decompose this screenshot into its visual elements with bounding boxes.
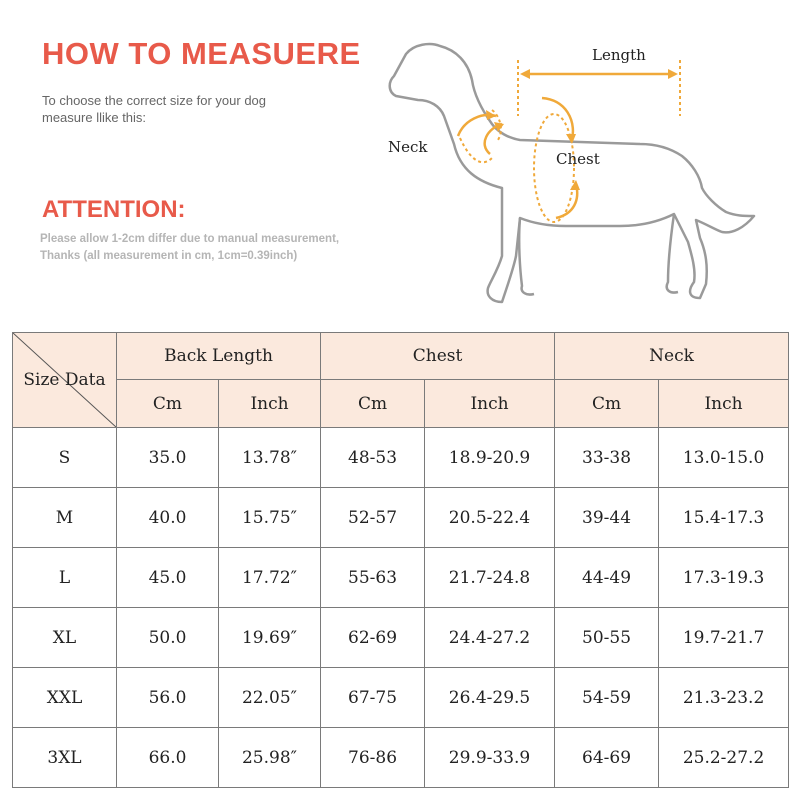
neck-inch-cell: 19.7-21.7	[659, 608, 789, 668]
neck-cm-cell: 54-59	[555, 668, 659, 728]
back-length-inch-cell: 19.69″	[219, 608, 321, 668]
size-cell: XL	[13, 608, 117, 668]
back-length-cm-cell: 40.0	[117, 488, 219, 548]
neck-inch-cell: 15.4-17.3	[659, 488, 789, 548]
dog-outline	[390, 44, 754, 302]
neck-cm-cell: 50-55	[555, 608, 659, 668]
neck-cm-cell: 39-44	[555, 488, 659, 548]
group-header-chest: Chest	[321, 333, 555, 380]
size-cell: M	[13, 488, 117, 548]
group-header-back-length: Back Length	[117, 333, 321, 380]
chest-inch-cell: 20.5-22.4	[425, 488, 555, 548]
back-length-inch-cell: 25.98″	[219, 728, 321, 788]
size-data-corner	[13, 333, 117, 428]
attention-note	[40, 231, 420, 265]
attention-note-line-1: Please allow 1-2cm differ due to manual measurement,	[40, 233, 340, 245]
neck-cm-cell: 33-38	[555, 428, 659, 488]
size-cell: XXL	[13, 668, 117, 728]
attention-note-line-2: Thanks (all measurement in cm, 1cm=0.39inch)	[40, 250, 298, 262]
group-header-neck: Neck	[555, 333, 789, 380]
back-length-cm-cell: 66.0	[117, 728, 219, 788]
unit-header: Inch	[425, 380, 555, 428]
table-row	[13, 488, 789, 548]
size-chart-table	[12, 332, 789, 788]
table-row	[13, 428, 789, 488]
chest-inch-cell: 24.4-27.2	[425, 608, 555, 668]
chest-inch-cell: 18.9-20.9	[425, 428, 555, 488]
subtitle	[42, 92, 342, 126]
subtitle-line-1: To choose the correct size for your dog	[42, 93, 267, 108]
table-row	[13, 668, 789, 728]
chest-cm-cell: 55-63	[321, 548, 425, 608]
back-length-inch-cell: 15.75″	[219, 488, 321, 548]
neck-inch-cell: 17.3-19.3	[659, 548, 789, 608]
chest-cm-cell: 48-53	[321, 428, 425, 488]
table-row	[13, 548, 789, 608]
chest-inch-cell: 21.7-24.8	[425, 548, 555, 608]
chest-inch-cell: 29.9-33.9	[425, 728, 555, 788]
table-row	[13, 608, 789, 668]
neck-inch-cell: 13.0-15.0	[659, 428, 789, 488]
back-length-inch-cell: 22.05″	[219, 668, 321, 728]
neck-inch-cell: 25.2-27.2	[659, 728, 789, 788]
unit-header: Inch	[219, 380, 321, 428]
size-data-label: Size Data	[23, 370, 106, 390]
size-cell: L	[13, 548, 117, 608]
unit-header: Cm	[555, 380, 659, 428]
length-label: Length	[592, 46, 646, 64]
attention-heading: ATTENTION:	[42, 196, 186, 223]
neck-label: Neck	[388, 138, 428, 156]
chest-label: Chest	[556, 150, 600, 168]
chest-cm-cell: 62-69	[321, 608, 425, 668]
back-length-cm-cell: 35.0	[117, 428, 219, 488]
size-cell: 3XL	[13, 728, 117, 788]
back-length-cm-cell: 45.0	[117, 548, 219, 608]
back-length-cm-cell: 56.0	[117, 668, 219, 728]
back-length-cm-cell: 50.0	[117, 608, 219, 668]
back-length-inch-cell: 17.72″	[219, 548, 321, 608]
chest-cm-cell: 67-75	[321, 668, 425, 728]
chest-inch-cell: 26.4-29.5	[425, 668, 555, 728]
back-length-inch-cell: 13.78″	[219, 428, 321, 488]
size-cell: S	[13, 428, 117, 488]
unit-header: Inch	[659, 380, 789, 428]
unit-header: Cm	[321, 380, 425, 428]
subtitle-line-2: measure llike this:	[42, 110, 147, 125]
chest-cm-cell: 76-86	[321, 728, 425, 788]
neck-inch-cell: 21.3-23.2	[659, 668, 789, 728]
neck-cm-cell: 64-69	[555, 728, 659, 788]
unit-header: Cm	[117, 380, 219, 428]
table-row	[13, 728, 789, 788]
chest-cm-cell: 52-57	[321, 488, 425, 548]
page-title: HOW TO MEASUERE	[42, 36, 361, 71]
dog-measurement-diagram	[370, 20, 780, 330]
neck-cm-cell: 44-49	[555, 548, 659, 608]
